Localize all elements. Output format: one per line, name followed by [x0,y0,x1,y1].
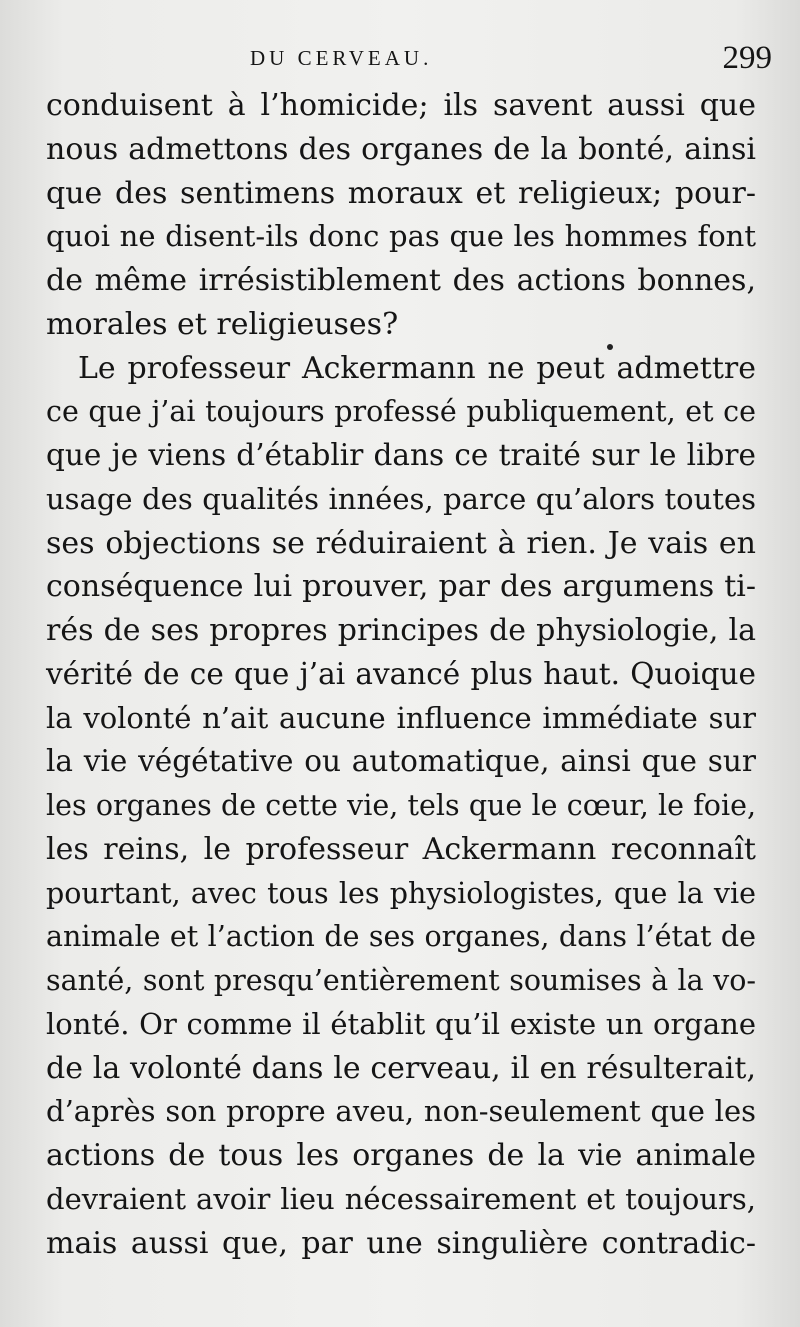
text-line: les organes de cette vie, tels que le cœur, le foie, [46,789,756,822]
text-line: nous admettons des organes de la bonté, ainsi [46,131,756,167]
text-line: que je viens d’établir dans ce traité sur le libre [46,438,756,472]
ink-speck [607,344,613,350]
text-line: les reins, le professeur Ackermann reconnaît [46,831,756,867]
text-line: que des sentimens moraux et religieux; pour- [46,175,756,211]
text-line: santé, sont presqu’entièrement soumises à la vo- [46,964,756,997]
page-number: 299 [722,40,772,76]
text-line: devraient avoir lieu nécessairement et toujours, [46,1181,756,1216]
text-line: Le professeur Ackermann ne peut admettre [78,350,756,386]
text-line: conduisent à l’homicide; ils savent aussi que [46,88,756,123]
text-line: ce que j’ai toujours professé publiquement, et ce [46,395,756,429]
text-line: conséquence lui prouver, par des argumens ti- [46,569,756,605]
text-line: rés de ses propres principes de physiologie, la [46,613,756,648]
text-line: actions de tous les organes de la vie animale [46,1138,756,1173]
text-line: d’après son propre aveu, non-seulement que les [46,1094,756,1129]
text-line: lonté. Or comme il établit qu’il existe un organe [46,1006,756,1041]
text-line: animale et l’action de ses organes, dans l’état de [46,920,756,954]
text-line: quoi ne disent-ils donc pas que les hommes font [46,219,756,254]
text-line: vérité de ce que j’ai avancé plus haut. Quoique [46,656,756,691]
text-line: la vie végétative ou automatique, ainsi que sur [46,744,756,779]
text-line: mais aussi que, par une singulière contradic- [46,1225,756,1261]
text-line: usage des qualités innées, parce qu’alors toutes [46,481,756,516]
text-line: ses objections se réduiraient à rien. Je vais en [46,525,756,561]
running-head [0,40,800,80]
text-line: morales et religieuses? [46,306,399,342]
text-line: pourtant, avec tous les physiologistes, que la vie [46,876,756,910]
text-line: la volonté n’ait aucune influence immédiate sur [46,700,756,735]
text-line: de même irrésistiblement des actions bonnes, [46,263,756,298]
running-head-title: DU CERVEAU. [250,46,433,70]
text-line: de la volonté dans le cerveau, il en résulterait, [46,1050,756,1086]
body-text [46,84,756,1265]
